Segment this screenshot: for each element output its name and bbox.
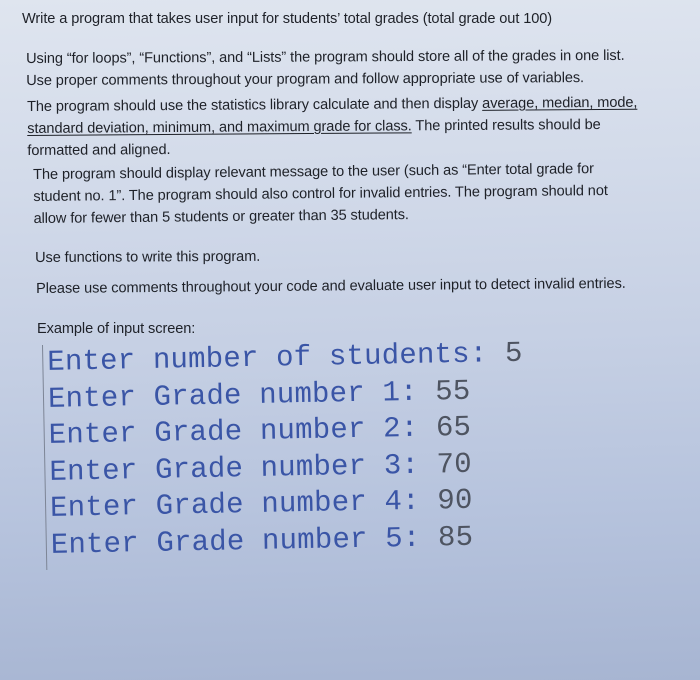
comments-paragraph xyxy=(36,273,626,300)
console-prompt: Enter number of students: xyxy=(47,337,506,379)
comments-text: Please use comments throughout your code and evaluate user input to detect invalid entries. xyxy=(36,275,626,297)
statistics-line-2 xyxy=(27,114,637,140)
intro-paragraph xyxy=(22,8,552,30)
console-value: 70 xyxy=(436,447,473,481)
functions-text: Use functions to write this program. xyxy=(35,248,261,266)
console-value: 65 xyxy=(435,410,472,445)
messages-line-3: allow for fewer than 5 students or greater than 35 students. xyxy=(33,207,409,227)
statistics-line-2-text: The printed results should be xyxy=(411,116,601,135)
console-prompt: Enter Grade number 5: xyxy=(50,520,439,562)
statistics-underlined-text-2: standard deviation, minimum, and maximum grade for class. xyxy=(27,118,412,137)
example-heading-text: Example of input screen: xyxy=(37,321,196,337)
statistics-line-3: formatted and aligned. xyxy=(27,142,171,159)
messages-paragraph xyxy=(33,158,608,230)
example-input-console xyxy=(42,334,607,570)
statistics-underlined-text-1: average, median, mode, xyxy=(482,94,638,112)
functions-paragraph xyxy=(35,246,260,269)
requirements-paragraph xyxy=(26,45,625,92)
requirements-line-1: Using “for loops”, “Functions”, and “Lists” the program should store all of the grades in one list. xyxy=(26,47,625,67)
statistics-line-1-text: The program should use the statistics library calculate and then display xyxy=(27,95,483,115)
statistics-paragraph xyxy=(27,92,638,162)
requirements-line-2: Use proper comments throughout your program and follow appropriate use of variables. xyxy=(26,70,585,89)
console-prompt: Enter Grade number 4: xyxy=(49,484,438,525)
console-prompt: Enter Grade number 1: xyxy=(47,374,436,416)
intro-text: Write a program that takes user input for students’ total grades (total grade out 100) xyxy=(22,11,553,27)
example-heading xyxy=(37,318,195,340)
messages-line-1: The program should display relevant message to the user (such as “Enter total grade for xyxy=(33,161,594,183)
console-value: 90 xyxy=(437,483,473,518)
console-value: 55 xyxy=(434,374,471,408)
console-prompt: Enter Grade number 3: xyxy=(49,447,437,489)
messages-line-2: student no. 1”. The program should also control for invalid entries. The program should not xyxy=(33,182,608,205)
console-prompt: Enter Grade number 2: xyxy=(48,411,437,452)
console-value: 5 xyxy=(504,336,523,371)
console-value: 85 xyxy=(437,520,474,554)
